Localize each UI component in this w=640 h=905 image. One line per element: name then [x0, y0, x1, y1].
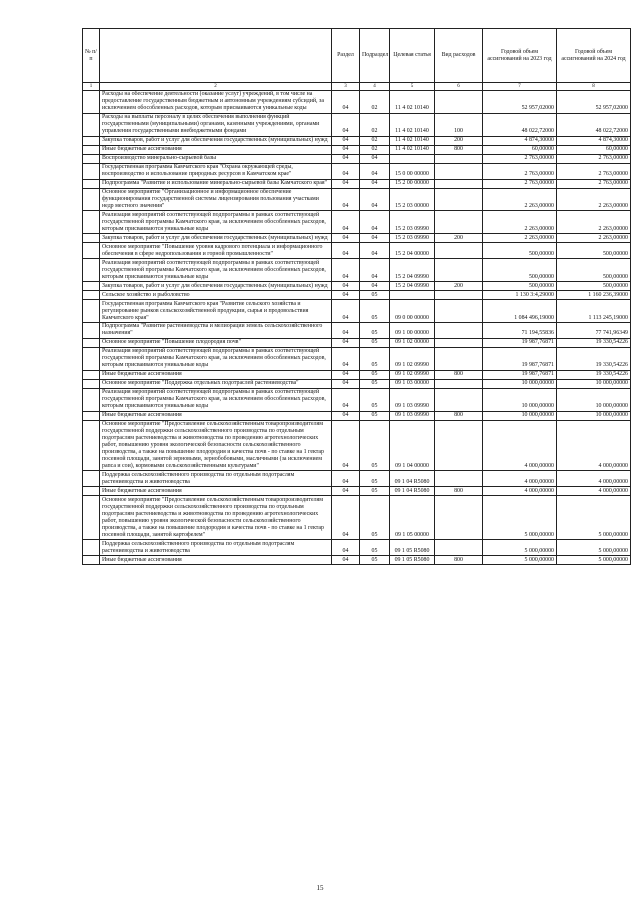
- amount-2024-cell: 500,00000: [557, 282, 631, 291]
- row-index-cell: [83, 388, 100, 411]
- row-index-cell: [83, 145, 100, 154]
- expense-type-cell: [435, 471, 483, 487]
- header-cell: № п/п: [83, 29, 100, 83]
- table-row: [83, 90, 631, 113]
- description-cell: Государственная программа Камчатского края "Охрана окружающей среды, воспроизводство и использование природных ресурсов в Камчатском крае": [100, 163, 332, 179]
- column-number: 4: [360, 83, 390, 91]
- subsection-cell: 05: [360, 347, 390, 370]
- amount-2023-cell: 500,00000: [483, 243, 557, 259]
- table-row: [83, 338, 631, 347]
- row-index-cell: [83, 90, 100, 113]
- amount-2024-cell: 48 022,72000: [557, 113, 631, 136]
- amount-2024-cell: 4 874,30000: [557, 136, 631, 145]
- subsection-cell: 05: [360, 471, 390, 487]
- section-cell: 04: [332, 496, 360, 540]
- row-index-cell: [83, 163, 100, 179]
- header-cell: Целевая статья: [390, 29, 435, 83]
- amount-2023-cell: 4 000,00000: [483, 471, 557, 487]
- section-cell: 04: [332, 113, 360, 136]
- section-cell: 04: [332, 388, 360, 411]
- description-cell: Подпрограмма "Развитие и использование минерально-сырьевой базы Камчатского края": [100, 179, 332, 188]
- section-cell: 04: [332, 163, 360, 179]
- section-cell: 04: [332, 338, 360, 347]
- row-index-cell: [83, 379, 100, 388]
- description-cell: Основное мероприятие "Предоставление сельскохозяйственным товаропроизводителям государственной поддержки сельскохозяйственного производства по отдельным подотраслям растениеводства и животноводства по проведению агротехнологических работ, повышению уровня экологической безопасности сельскохозяйственного производства, а также на повышение плодородия и качества почв - по ставке на 1 гектар посевной площади, занятой картофелем": [100, 496, 332, 540]
- table-row: [83, 145, 631, 154]
- row-index-cell: [83, 291, 100, 300]
- expense-type-cell: [435, 338, 483, 347]
- description-cell: Расходы на обеспечение деятельности (оказание услуг) учреждений, в том числе на предоставление государственным бюджетным и автономным учреждениям субсидий, за исключением обособленных расходов, которым присваиваются уникальные коды: [100, 90, 332, 113]
- amount-2023-cell: 4 000,00000: [483, 420, 557, 471]
- amount-2024-cell: 2 763,00000: [557, 163, 631, 179]
- target-article-cell: [390, 154, 435, 163]
- amount-2023-cell: 2 263,00000: [483, 234, 557, 243]
- table-row: [83, 540, 631, 556]
- target-article-cell: 15 2 04 09990: [390, 259, 435, 282]
- table-row: [83, 379, 631, 388]
- amount-2023-cell: 2 763,00000: [483, 179, 557, 188]
- amount-2023-cell: 4 874,30000: [483, 136, 557, 145]
- table-row: [83, 243, 631, 259]
- amount-2024-cell: 19 330,54226: [557, 338, 631, 347]
- table-row: [83, 282, 631, 291]
- subsection-cell: 04: [360, 234, 390, 243]
- target-article-cell: 09 1 04 00000: [390, 420, 435, 471]
- table-row: [83, 487, 631, 496]
- amount-2024-cell: 60,00000: [557, 145, 631, 154]
- target-article-cell: 15 2 03 09990: [390, 211, 435, 234]
- amount-2023-cell: 2 763,00000: [483, 154, 557, 163]
- header-cell: Подраздел: [360, 29, 390, 83]
- section-cell: 04: [332, 154, 360, 163]
- target-article-cell: 15 0 00 00000: [390, 163, 435, 179]
- target-article-cell: 09 0 00 00000: [390, 300, 435, 323]
- subsection-cell: 04: [360, 154, 390, 163]
- amount-2024-cell: 19 330,54226: [557, 347, 631, 370]
- description-cell: Иные бюджетные ассигнования: [100, 145, 332, 154]
- amount-2023-cell: 1 084 496,19000: [483, 300, 557, 323]
- amount-2024-cell: 500,00000: [557, 259, 631, 282]
- row-index-cell: [83, 136, 100, 145]
- expense-type-cell: [435, 243, 483, 259]
- description-cell: Подпрограмма "Развитие растениеводства и мелиорации земель сельскохозяйственного назначения": [100, 322, 332, 338]
- subsection-cell: 05: [360, 291, 390, 300]
- subsection-cell: 02: [360, 90, 390, 113]
- amount-2024-cell: 2 263,00000: [557, 234, 631, 243]
- target-article-cell: 09 1 03 00000: [390, 379, 435, 388]
- table-row: [83, 259, 631, 282]
- expense-type-cell: 200: [435, 282, 483, 291]
- amount-2024-cell: 10 000,00000: [557, 388, 631, 411]
- header-cell: Раздел: [332, 29, 360, 83]
- section-cell: 04: [332, 379, 360, 388]
- expense-type-cell: 200: [435, 234, 483, 243]
- target-article-cell: 09 1 05 00000: [390, 496, 435, 540]
- expense-type-cell: 100: [435, 113, 483, 136]
- description-cell: Сельское хозяйство и рыболовство: [100, 291, 332, 300]
- table-row: [83, 411, 631, 420]
- section-cell: 04: [332, 291, 360, 300]
- section-cell: 04: [332, 322, 360, 338]
- row-index-cell: [83, 234, 100, 243]
- row-index-cell: [83, 243, 100, 259]
- expense-type-cell: [435, 188, 483, 211]
- row-index-cell: [83, 113, 100, 136]
- section-cell: 04: [332, 243, 360, 259]
- description-cell: Иные бюджетные ассигнования: [100, 556, 332, 565]
- section-cell: 04: [332, 136, 360, 145]
- description-cell: Закупка товаров, работ и услуг для обеспечения государственных (муниципальных) нужд: [100, 234, 332, 243]
- amount-2023-cell: 52 957,02000: [483, 90, 557, 113]
- subsection-cell: 04: [360, 179, 390, 188]
- row-index-cell: [83, 496, 100, 540]
- amount-2023-cell: 19 987,76871: [483, 338, 557, 347]
- amount-2024-cell: 5 000,00000: [557, 496, 631, 540]
- subsection-cell: 04: [360, 188, 390, 211]
- section-cell: 04: [332, 259, 360, 282]
- subsection-cell: 05: [360, 556, 390, 565]
- subsection-cell: 05: [360, 338, 390, 347]
- column-number: 8: [557, 83, 631, 91]
- subsection-cell: 05: [360, 411, 390, 420]
- target-article-cell: 11 4 02 10140: [390, 136, 435, 145]
- target-article-cell: 15 2 04 09990: [390, 282, 435, 291]
- expense-type-cell: 800: [435, 411, 483, 420]
- header-cell: Годовой объем ассигнований на 2024 год: [557, 29, 631, 83]
- row-index-cell: [83, 540, 100, 556]
- expense-type-cell: 800: [435, 145, 483, 154]
- description-cell: Расходы на выплаты персоналу в целях обеспечения выполнения функций государственными (муниципальными) органами, казенными учреждениями, органами управления государственными внебюджетными фондами: [100, 113, 332, 136]
- expense-type-cell: 800: [435, 370, 483, 379]
- table-row: [83, 188, 631, 211]
- subsection-cell: 04: [360, 259, 390, 282]
- table-row: [83, 300, 631, 323]
- row-index-cell: [83, 211, 100, 234]
- description-cell: Государственная программа Камчатского края "Развитие сельского хозяйства и регулирование рынков сельскохозяйственной продукции, сырья и продовольствия Камчатского края": [100, 300, 332, 323]
- section-cell: 04: [332, 300, 360, 323]
- amount-2024-cell: 77 741,96349: [557, 322, 631, 338]
- amount-2024-cell: 1 113 245,19000: [557, 300, 631, 323]
- column-number: 7: [483, 83, 557, 91]
- description-cell: Основное мероприятие "Поддержка отдельных подотраслей растениеводства": [100, 379, 332, 388]
- amount-2023-cell: 19 987,76871: [483, 347, 557, 370]
- subsection-cell: 02: [360, 113, 390, 136]
- row-index-cell: [83, 556, 100, 565]
- amount-2024-cell: 5 000,00000: [557, 540, 631, 556]
- expense-type-cell: [435, 496, 483, 540]
- description-cell: Основное мероприятие "Предоставление сельскохозяйственным товаропроизводителям государственной поддержки сельскохозяйственного производства по отдельным подотраслям растениеводства и животноводства по проведению агротехнологических работ, повышению уровня экологической безопасности сельскохозяйственного производства, а также на повышение плодородия и качества почв - по ставке на 1 гектар посевной площади, занятой зерновыми, зернобобовыми, масличными (за исключением рапса и сои), кормовыми сельскохозяйственными культурами": [100, 420, 332, 471]
- description-cell: Основное мероприятие "Организационное и информационное обеспечение функционирования государственной системы лицензирования пользования участками недр местного значения": [100, 188, 332, 211]
- column-number: 2: [100, 83, 332, 91]
- expense-type-cell: [435, 388, 483, 411]
- subsection-cell: 05: [360, 322, 390, 338]
- expense-type-cell: 800: [435, 487, 483, 496]
- section-cell: 04: [332, 556, 360, 565]
- expense-type-cell: [435, 211, 483, 234]
- amount-2023-cell: 10 000,00000: [483, 379, 557, 388]
- amount-2023-cell: 5 000,00000: [483, 556, 557, 565]
- amount-2023-cell: 2 763,00000: [483, 163, 557, 179]
- budget-table: [82, 28, 631, 565]
- expense-type-cell: [435, 154, 483, 163]
- table-row: [83, 163, 631, 179]
- subsection-cell: 04: [360, 243, 390, 259]
- description-cell: Основное мероприятие "Повышение плодородия почв": [100, 338, 332, 347]
- description-cell: Закупка товаров, работ и услуг для обеспечения государственных (муниципальных) нужд: [100, 136, 332, 145]
- amount-2024-cell: 52 957,02000: [557, 90, 631, 113]
- header-cell: Вид расходов: [435, 29, 483, 83]
- target-article-cell: 09 1 03 09990: [390, 411, 435, 420]
- subsection-cell: 04: [360, 282, 390, 291]
- section-cell: 04: [332, 540, 360, 556]
- description-cell: Основное мероприятие "Повышение уровня кадрового потенциала и информационного обеспечения в сфере недропользования и горной промышленности": [100, 243, 332, 259]
- section-cell: 04: [332, 347, 360, 370]
- section-cell: 04: [332, 420, 360, 471]
- target-article-cell: 09 1 03 09990: [390, 388, 435, 411]
- section-cell: 04: [332, 188, 360, 211]
- row-index-cell: [83, 188, 100, 211]
- target-article-cell: 09 1 04 R5080: [390, 487, 435, 496]
- table-row: [83, 322, 631, 338]
- table-header-row: [83, 29, 631, 83]
- subsection-cell: 05: [360, 496, 390, 540]
- subsection-cell: 05: [360, 540, 390, 556]
- amount-2023-cell: 10 000,00000: [483, 411, 557, 420]
- target-article-cell: 09 1 02 09990: [390, 347, 435, 370]
- table-body: [83, 90, 631, 564]
- description-cell: Реализация мероприятий соответствующей подпрограммы в рамках соответствующей государственной программы Камчатского края, за исключением обособленных расходов, которым присваиваются уникальные коды: [100, 259, 332, 282]
- section-cell: 04: [332, 90, 360, 113]
- expense-type-cell: [435, 90, 483, 113]
- table-row: [83, 471, 631, 487]
- table-row: [83, 136, 631, 145]
- section-cell: 04: [332, 179, 360, 188]
- expense-type-cell: [435, 179, 483, 188]
- amount-2024-cell: 10 000,00000: [557, 411, 631, 420]
- table-row: [83, 370, 631, 379]
- amount-2023-cell: 60,00000: [483, 145, 557, 154]
- section-cell: 04: [332, 370, 360, 379]
- row-index-cell: [83, 411, 100, 420]
- amount-2023-cell: 4 000,00000: [483, 487, 557, 496]
- amount-2023-cell: 5 000,00000: [483, 540, 557, 556]
- header-cell: Годовой объем ассигнований на 2023 год: [483, 29, 557, 83]
- subsection-cell: 05: [360, 388, 390, 411]
- amount-2023-cell: 1 130 3:4,29000: [483, 291, 557, 300]
- target-article-cell: 15 2 04 00000: [390, 243, 435, 259]
- table-row: [83, 113, 631, 136]
- subsection-cell: 05: [360, 420, 390, 471]
- column-number: 3: [332, 83, 360, 91]
- target-article-cell: 09 1 02 09990: [390, 370, 435, 379]
- amount-2023-cell: 2 263,00000: [483, 211, 557, 234]
- description-cell: Иные бюджетные ассигнования: [100, 370, 332, 379]
- table-row: [83, 291, 631, 300]
- description-cell: Реализация мероприятий соответствующей подпрограммы в рамках соответствующей государственной программы Камчатского края, за исключением обособленных расходов, которым присваиваются уникальные коды: [100, 388, 332, 411]
- amount-2023-cell: 2 263,00000: [483, 188, 557, 211]
- description-cell: Поддержка сельскохозяйственного производства по отдельным подотраслям растениеводства и животноводства: [100, 471, 332, 487]
- column-number: 1: [83, 83, 100, 91]
- section-cell: 04: [332, 211, 360, 234]
- target-article-cell: 11 4 02 10140: [390, 113, 435, 136]
- target-article-cell: [390, 291, 435, 300]
- target-article-cell: 09 1 00 00000: [390, 322, 435, 338]
- page-number: 15: [316, 884, 324, 892]
- row-index-cell: [83, 338, 100, 347]
- section-cell: 04: [332, 471, 360, 487]
- target-article-cell: 09 1 05 R5080: [390, 556, 435, 565]
- row-index-cell: [83, 179, 100, 188]
- subsection-cell: 04: [360, 211, 390, 234]
- column-number: 6: [435, 83, 483, 91]
- description-cell: Реализация мероприятий соответствующей подпрограммы в рамках соответствующей государственной программы Камчатского края, за исключением обособленных расходов, которым присваиваются уникальные коды: [100, 211, 332, 234]
- description-cell: Реализация мероприятий соответствующей подпрограммы в рамках соответствующей государственной программы Камчатского края, за исключением обособленных расходов, которым присваиваются уникальные коды: [100, 347, 332, 370]
- target-article-cell: 09 1 04 R5080: [390, 471, 435, 487]
- row-index-cell: [83, 471, 100, 487]
- target-article-cell: 11 4 02 10140: [390, 145, 435, 154]
- expense-type-cell: [435, 379, 483, 388]
- amount-2024-cell: 4 000,00000: [557, 471, 631, 487]
- expense-type-cell: 800: [435, 556, 483, 565]
- description-cell: Иные бюджетные ассигнования: [100, 411, 332, 420]
- target-article-cell: 11 4 02 10140: [390, 90, 435, 113]
- row-index-cell: [83, 282, 100, 291]
- amount-2023-cell: 19 987,76871: [483, 370, 557, 379]
- target-article-cell: 09 1 02 00000: [390, 338, 435, 347]
- amount-2024-cell: 19 330,54226: [557, 370, 631, 379]
- row-index-cell: [83, 322, 100, 338]
- amount-2024-cell: 2 263,00000: [557, 188, 631, 211]
- section-cell: 04: [332, 234, 360, 243]
- description-cell: Закупка товаров, работ и услуг для обеспечения государственных (муниципальных) нужд: [100, 282, 332, 291]
- header-cell: [100, 29, 332, 83]
- table-row: [83, 154, 631, 163]
- section-cell: 04: [332, 282, 360, 291]
- amount-2023-cell: 71 194,55836: [483, 322, 557, 338]
- expense-type-cell: [435, 347, 483, 370]
- subsection-cell: 05: [360, 487, 390, 496]
- table-row: [83, 420, 631, 471]
- subsection-cell: 05: [360, 300, 390, 323]
- table-row: [83, 234, 631, 243]
- subsection-cell: 05: [360, 370, 390, 379]
- expense-type-cell: [435, 163, 483, 179]
- table-row: [83, 496, 631, 540]
- target-article-cell: 15 2 00 00000: [390, 179, 435, 188]
- amount-2023-cell: 500,00000: [483, 282, 557, 291]
- row-index-cell: [83, 420, 100, 471]
- table-row: [83, 211, 631, 234]
- table-row: [83, 179, 631, 188]
- amount-2023-cell: 48 022,72000: [483, 113, 557, 136]
- amount-2024-cell: 2 763,00000: [557, 179, 631, 188]
- subsection-cell: 05: [360, 379, 390, 388]
- row-index-cell: [83, 370, 100, 379]
- amount-2023-cell: 500,00000: [483, 259, 557, 282]
- amount-2024-cell: 1 160 236,39000: [557, 291, 631, 300]
- row-index-cell: [83, 347, 100, 370]
- expense-type-cell: [435, 420, 483, 471]
- expense-type-cell: [435, 300, 483, 323]
- amount-2024-cell: 2 263,00000: [557, 211, 631, 234]
- expense-type-cell: [435, 322, 483, 338]
- amount-2024-cell: 5 000,00000: [557, 556, 631, 565]
- description-cell: Поддержка сельскохозяйственного производства по отдельным подотраслям растениеводства и животноводства: [100, 540, 332, 556]
- target-article-cell: 09 1 05 R5080: [390, 540, 435, 556]
- row-index-cell: [83, 259, 100, 282]
- table-row: [83, 388, 631, 411]
- row-index-cell: [83, 154, 100, 163]
- table-row: [83, 347, 631, 370]
- amount-2024-cell: 4 000,00000: [557, 487, 631, 496]
- expense-type-cell: [435, 259, 483, 282]
- section-cell: 04: [332, 145, 360, 154]
- amount-2023-cell: 10 000,00000: [483, 388, 557, 411]
- expense-type-cell: [435, 291, 483, 300]
- row-index-cell: [83, 300, 100, 323]
- subsection-cell: 04: [360, 163, 390, 179]
- target-article-cell: 15 2 03 09990: [390, 234, 435, 243]
- amount-2023-cell: 5 000,00000: [483, 496, 557, 540]
- expense-type-cell: 200: [435, 136, 483, 145]
- subsection-cell: 02: [360, 136, 390, 145]
- amount-2024-cell: 2 763,00000: [557, 154, 631, 163]
- row-index-cell: [83, 487, 100, 496]
- subsection-cell: 02: [360, 145, 390, 154]
- target-article-cell: 15 2 03 00000: [390, 188, 435, 211]
- amount-2024-cell: 10 000,00000: [557, 379, 631, 388]
- section-cell: 04: [332, 487, 360, 496]
- section-cell: 04: [332, 411, 360, 420]
- amount-2024-cell: 500,00000: [557, 243, 631, 259]
- table-row: [83, 556, 631, 565]
- description-cell: Иные бюджетные ассигнования: [100, 487, 332, 496]
- amount-2024-cell: 4 000,00000: [557, 420, 631, 471]
- expense-type-cell: [435, 540, 483, 556]
- column-number: 5: [390, 83, 435, 91]
- description-cell: Воспроизводство минерально-сырьевой базы: [100, 154, 332, 163]
- column-number-row: [83, 83, 631, 91]
